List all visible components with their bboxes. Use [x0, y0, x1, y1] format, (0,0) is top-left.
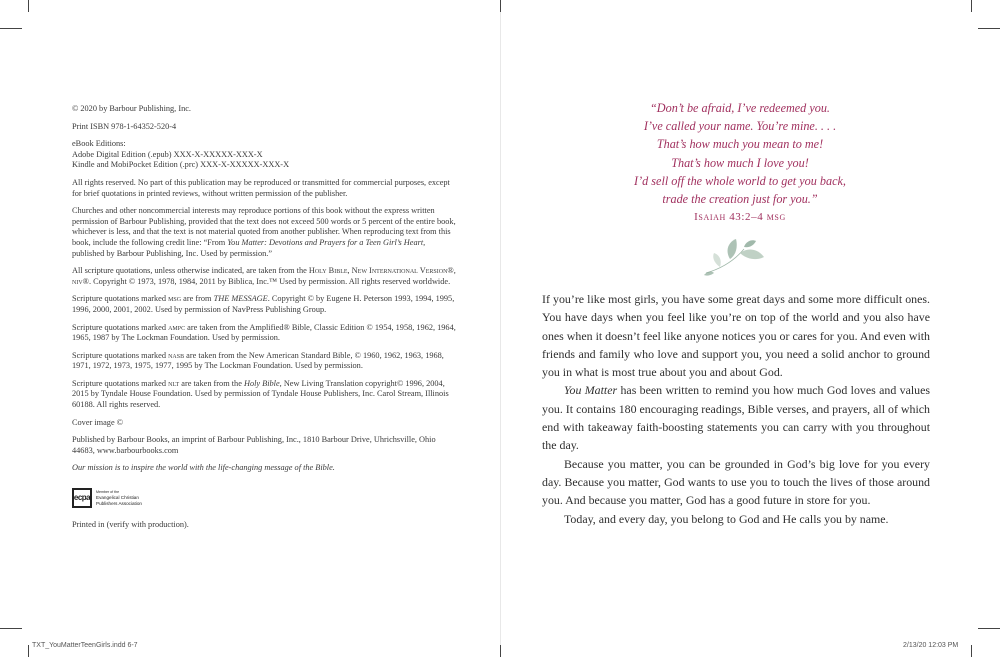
niv-paragraph — [72, 266, 458, 287]
niv-text: All scripture quotations, unless otherwise indicated, are taken from the — [72, 266, 309, 276]
ebook-kindle: Kindle and MobiPocket Edition (.prc) XXX-X-XXXXX-XXX-X — [72, 160, 290, 170]
ebook-adobe: Adobe Digital Edition (.epub) XXX-X-XXXXX-XXX-X — [72, 149, 263, 159]
epigraph-line: trade the creation just for you.” — [662, 192, 818, 207]
epigraph-reference: Isaiah 43:2–4 msg — [694, 211, 786, 224]
mission-statement: Our mission is to inspire the world with the life-changing message of the Bible. — [72, 463, 335, 473]
crop-mark — [971, 645, 972, 657]
crop-mark — [0, 28, 22, 29]
ebook-editions — [72, 139, 458, 171]
crop-mark — [500, 645, 501, 657]
crop-mark — [500, 0, 501, 12]
ampc-text: Scripture quotations marked — [72, 322, 169, 332]
crop-mark — [28, 0, 29, 12]
ecpa-logo-icon: ecpa — [72, 488, 92, 508]
msg-text: Scripture quotations marked — [72, 294, 169, 304]
copyright-page — [72, 104, 458, 538]
book-title: You Matter: Devotions and Prayers for a Teen Girl’s Heart — [227, 237, 424, 247]
crop-mark — [28, 645, 29, 657]
epigraph-line: “Don’t be afraid, I’ve redeemed you. — [650, 101, 830, 115]
ecpa-line2: Evangelical Christian — [96, 495, 139, 501]
crop-mark — [978, 628, 1000, 629]
nlt-smallcaps: nlt — [168, 378, 180, 388]
nasb-text: Scripture quotations marked — [72, 350, 169, 360]
ecpa-line3: Publishers Association — [96, 500, 142, 506]
epigraph-line: I’ve called your name. You’re mine. . . . — [643, 119, 837, 134]
leaf-sprig-icon — [700, 235, 772, 277]
intro-paragraph-4: Today, and every day, you belong to God and He calls you by name. — [564, 511, 889, 526]
ecpa-line1: Member of the — [96, 489, 120, 494]
nlt-title: Holy Bible — [243, 378, 280, 388]
msg-title: THE MESSAGE — [213, 294, 268, 304]
intro-paragraph-2 — [542, 381, 930, 454]
churches-paragraph — [72, 206, 458, 259]
nlt-text: Scripture quotations marked — [72, 378, 169, 388]
gutter — [500, 0, 501, 657]
isbn-line: Print ISBN 978-1-64352-520-4 — [72, 121, 177, 131]
ampc-paragraph — [72, 323, 458, 344]
intro-paragraph-2-text: has been written to remind you how much God loves and values you. It contains 180 encouraging readings, Bible verses, and prayers, all of which end with takeaway faith-boosting statements you can carry with you throughout the day. — [542, 383, 930, 453]
ebook-heading: eBook Editions: — [72, 139, 126, 149]
crop-mark — [0, 628, 22, 629]
msg-paragraph — [72, 294, 458, 315]
msg-smallcaps: msg — [168, 294, 182, 304]
nasb-paragraph — [72, 351, 458, 372]
epigraph-line: I’d sell off the whole world to get you back, — [634, 173, 846, 188]
epigraph-line: That’s how much you mean to me! — [656, 137, 824, 152]
nlt-text-mid: are taken from the — [179, 378, 244, 388]
churches-text: Churches and other noncommercial interests may reproduce portions of this book without the express written permission of Barbour Publishing, provided that the text does not exceed 500 words or 5 percent of the entire book, whichever is less, and that the text is not material quoted from another publisher. When reproducing text from this book, include the following credit line: “From — [72, 206, 456, 247]
niv-text-end: . Copyright © 1973, 1978, 1984, 2011 by Biblica, Inc.™ Used by permission. All rights reserved worldwide. — [88, 276, 451, 286]
nlt-paragraph — [72, 379, 458, 411]
epigraph-line: That’s how much I love you! — [671, 155, 809, 170]
slug-filename: TXT_YouMatterTeenGirls.indd 6-7 — [32, 642, 138, 649]
publisher-info: Published by Barbour Books, an imprint of Barbour Publishing, Inc., 1810 Barbour Drive, Uhrichsville, Ohio 44683, www.barbourbooks.com — [72, 435, 436, 455]
churches-text-end: , published by Barbour Publishing, Inc. Used by permission.” — [72, 237, 426, 258]
ampc-smallcaps: ampc — [168, 322, 186, 332]
printed-in: Printed in (verify with production). — [72, 520, 189, 530]
book-title-inline: You Matter — [564, 383, 618, 398]
msg-text-end: . Copyright © by Eugene H. Peterson 1993, 1994, 1995, 1996, 2000, 2001, 2002. Used by permission of NavPress Publishing Group. — [72, 294, 455, 314]
msg-text-mid: are from — [181, 294, 214, 304]
intro-body — [542, 290, 930, 528]
intro-paragraph-1: If you’re like most girls, you have some great days and some more difficult ones. You have days when you feel like you’re on top of the world and you also have ones when it doesn’t feel like anyone notices you or cares for you. And even with friends and family who love and support you, you need a solid anchor to ground you in what is most true about you and about God. — [542, 292, 930, 380]
crop-mark — [978, 28, 1000, 29]
nasb-text-end: are taken from the New American Standard Bible, © 1960, 1962, 1963, 1968, 1971, 1972, 1973, 1975, 1977, 1995 by The Lockman Foundation. Used by permission. — [72, 350, 444, 371]
niv-smallcaps: Holy Bible, New International Version®, niv® — [72, 266, 456, 286]
ampc-text-end: are taken from the Amplified® Bible, Classic Edition © 1954, 1958, 1962, 1964, 1965, 1987 by The Lockman Foundation. Used by permission. — [72, 322, 456, 343]
ecpa-logo — [72, 488, 458, 508]
crop-mark — [971, 0, 972, 12]
rights-paragraph: All rights reserved. No part of this publication may be reproduced or transmitted for commercial purposes, except for brief quotations in printed reviews, without written permission of the publisher. — [72, 177, 450, 198]
copyright-line: © 2020 by Barbour Publishing, Inc. — [72, 104, 191, 113]
epigraph — [590, 99, 890, 226]
nlt-text-end: , New Living Translation copyright© 1996, 2004, 2015 by Tyndale House Foundation. Used by permission of Tyndale House Publishers, Inc. Carol Stream, Illinois 60188. All rights reserved. — [72, 378, 449, 410]
ecpa-logo-text — [96, 490, 156, 506]
intro-paragraph-3: Because you matter, you can be grounded in God’s big love for you every day. Because you matter, God wants to use you to touch the lives of those around you. And because you matter, God has a good future in store for you. — [542, 456, 930, 508]
nasb-smallcaps: nasb — [168, 350, 185, 360]
cover-image-credit: Cover image © — [72, 417, 124, 427]
slug-timestamp: 2/13/20 12:03 PM — [903, 642, 959, 649]
